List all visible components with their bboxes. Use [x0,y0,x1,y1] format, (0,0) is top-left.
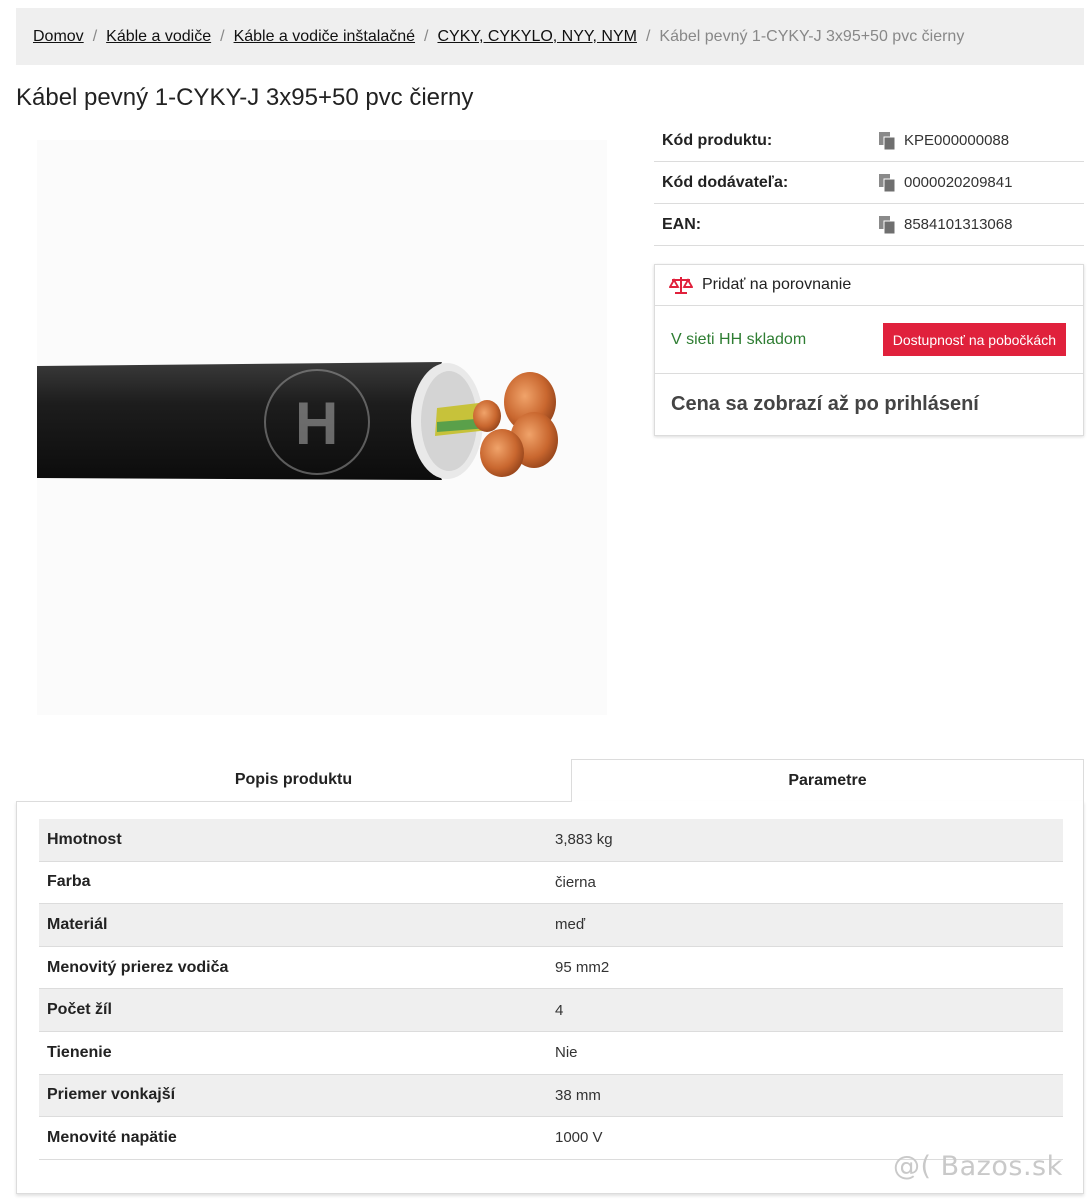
param-value: 1000 V [555,1129,603,1147]
param-value: meď [555,916,586,934]
param-name: Materiál [47,915,108,933]
copy-icon[interactable] [878,215,896,235]
scale-icon [669,275,693,295]
param-value: 38 mm [555,1086,601,1104]
stock-row [655,306,1083,374]
info-value [878,131,1009,151]
table-row [39,989,1063,1032]
param-value: 3,883 kg [555,831,613,849]
breadcrumb-separator: / [220,27,225,45]
add-to-compare-label: Pridať na porovnanie [702,276,852,293]
branch-availability-button[interactable]: Dostupnosť na pobočkách [883,323,1066,356]
site-watermark: @( Bazos.sk [893,1151,1063,1182]
table-row [39,862,1063,905]
breadcrumb-separator: / [645,27,651,45]
tab-description[interactable]: Popis produktu [16,759,571,802]
table-row [39,1032,1063,1075]
copy-icon[interactable] [878,173,896,193]
info-value [878,173,1012,193]
product-info-table [654,120,1084,246]
table-row [39,904,1063,947]
cable-illustration [37,140,607,715]
breadcrumb-link-cyky[interactable]: CYKY, CYKYLO, NYY, NYM [437,27,637,45]
table-row [39,947,1063,990]
info-row-ean [654,204,1084,246]
breadcrumb-link-installation-cables[interactable]: Káble a vodiče inštalačné [233,27,416,45]
breadcrumb-link-home[interactable]: Domov [33,27,84,45]
param-value: čierna [555,873,596,891]
product-code-value: KPE000000088 [904,132,1010,149]
param-name: Tienenie [47,1043,112,1061]
buy-box [654,264,1084,436]
param-name: Menovité napätie [47,1128,177,1146]
param-value: Nie [555,1044,578,1062]
info-value [878,215,1012,235]
breadcrumb-separator: / [424,27,429,45]
param-name: Menovitý prierez vodiča [47,958,229,976]
parameters-panel [16,801,1084,1194]
info-row-supplier-code [654,162,1084,204]
info-label: Kód dodávateľa: [662,173,789,191]
product-image[interactable] [37,140,607,715]
info-label: Kód produktu: [662,131,773,149]
param-name: Hmotnost [47,830,122,848]
copy-icon[interactable] [878,131,896,151]
param-value: 4 [555,1001,564,1019]
add-to-compare-button[interactable] [655,265,1083,306]
svg-text:H: H [295,390,339,457]
ean-value: 8584101313068 [904,216,1013,233]
info-row-product-code [654,120,1084,162]
supplier-code-value: 0000020209841 [904,174,1013,191]
info-label: EAN: [662,215,702,233]
param-name: Farba [47,873,91,891]
table-row [39,819,1063,862]
param-value: 95 mm2 [555,959,610,977]
product-tabs [16,759,1084,802]
page-title: Kábel pevný 1-CYKY-J 3x95+50 pvc čierny [16,84,474,111]
tab-parameters[interactable]: Parametre [571,759,1084,802]
parameters-table [39,819,1063,1160]
breadcrumb [16,8,1084,65]
param-name: Priemer vonkajší [47,1086,176,1104]
param-name: Počet žíl [47,1001,112,1019]
table-row [39,1075,1063,1118]
breadcrumb-current: Kábel pevný 1-CYKY-J 3x95+50 pvc čierny [659,27,965,45]
breadcrumb-separator: / [92,27,98,45]
breadcrumb-link-cables[interactable]: Káble a vodiče [106,27,212,45]
stock-status: V sieti HH skladom [671,330,807,348]
price-notice: Cena sa zobrazí až po prihlásení [671,392,979,415]
